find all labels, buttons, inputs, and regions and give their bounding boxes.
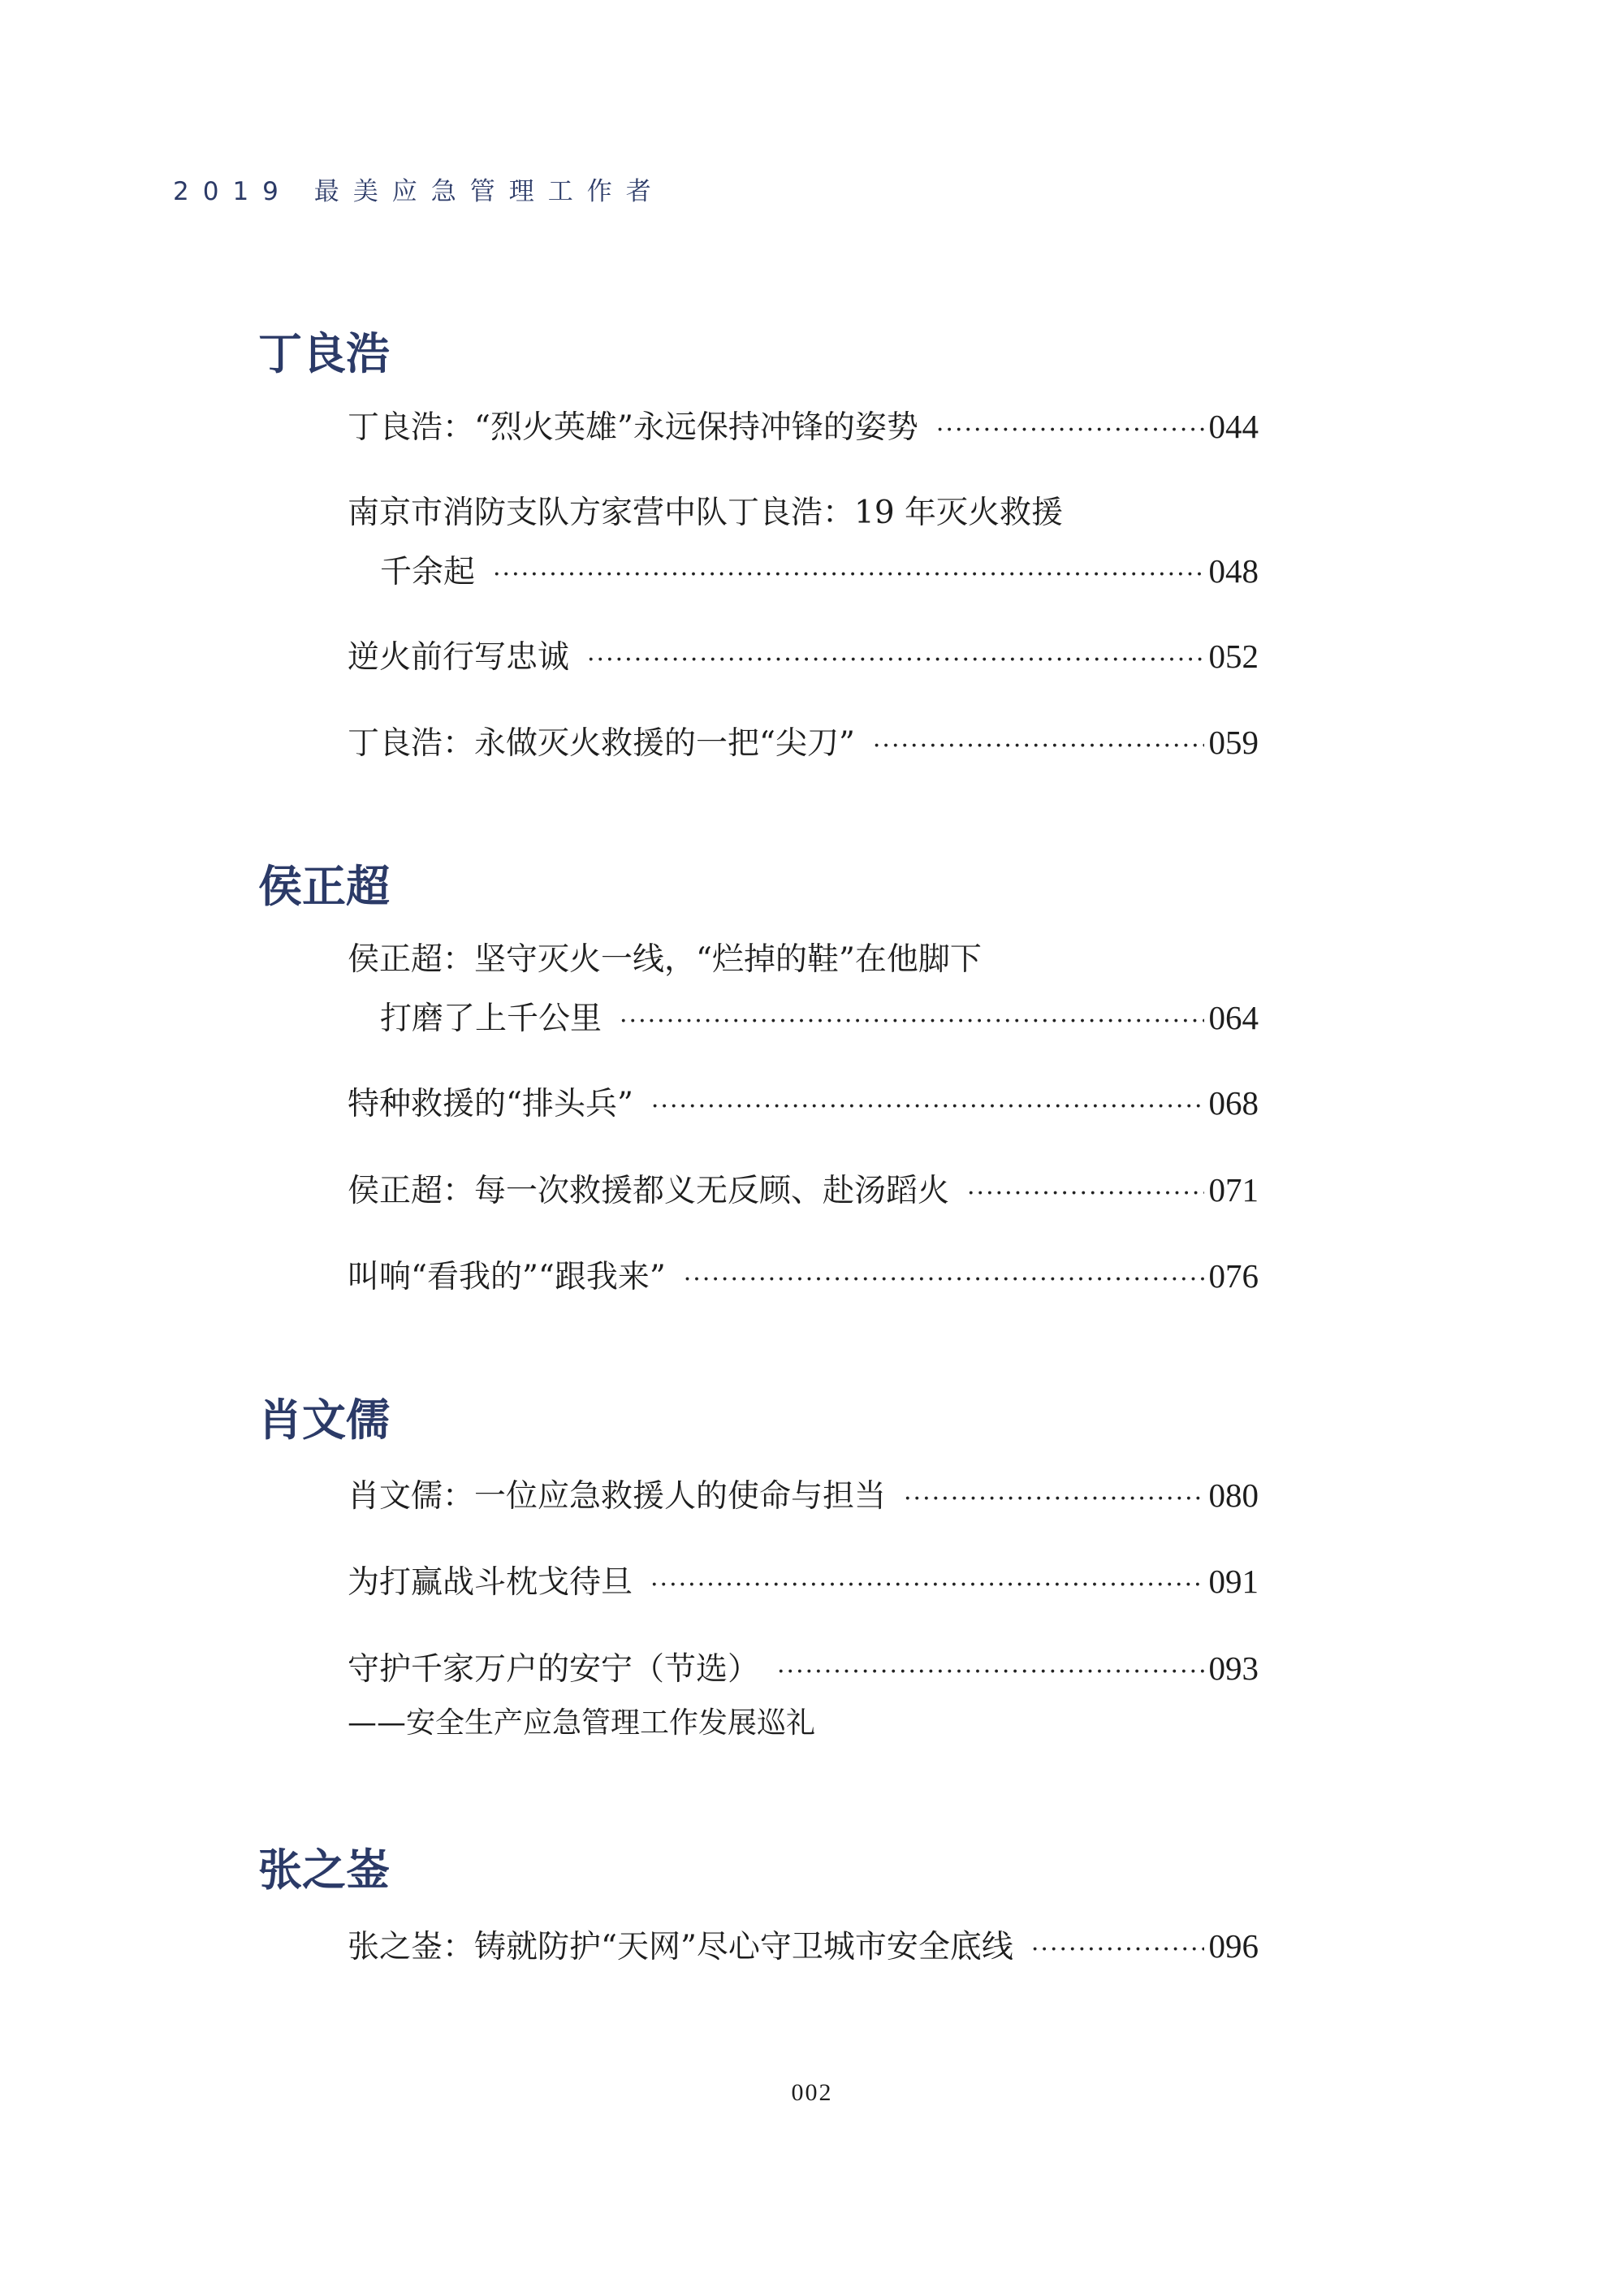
entry-title: 叫响“看我的”“跟我来”: [348, 1259, 666, 1295]
toc-entry[interactable]: [348, 1256, 1259, 1296]
entry-title: 守护千家万户的安宁（节选）: [348, 1651, 760, 1688]
page-folio: 002: [791, 2079, 833, 2106]
dot-leader: [493, 555, 1203, 595]
dot-leader: [777, 1652, 1203, 1693]
dot-leader: [684, 1260, 1204, 1300]
toc-entry[interactable]: [348, 636, 1259, 677]
section-title: 肖文儒: [258, 1394, 390, 1446]
entry-title: 为打赢战斗枕戈待旦: [348, 1564, 633, 1601]
page-number: 096: [1208, 1927, 1259, 1965]
dot-leader: [587, 640, 1203, 681]
entry-title-continued: 打磨了上千公里: [380, 1001, 603, 1037]
entry-title: 丁良浩：“烈火英雄”永远保持冲锋的姿势: [348, 409, 918, 446]
toc-entry[interactable]: [348, 1170, 1259, 1210]
entry-title: 丁良浩：永做灭火救援的一把“尖刀”: [348, 725, 855, 762]
entry-subtitle: ——安全生产应急管理工作发展巡礼: [348, 1706, 816, 1740]
toc-entry[interactable]: [348, 1561, 1259, 1602]
entry-title-continued: 千余起: [380, 554, 476, 590]
section-title: 张之崟: [258, 1844, 390, 1896]
entry-title: 南京市消防支队方家营中队丁良浩：19 年灭火救援: [348, 495, 1064, 531]
toc-entry[interactable]: [348, 1648, 1259, 1744]
page-number: 093: [1208, 1650, 1259, 1687]
dot-leader: [1031, 1930, 1204, 1970]
page-number: 048: [1208, 552, 1259, 590]
page-number: 080: [1208, 1477, 1259, 1514]
page-number: 052: [1208, 638, 1259, 675]
toc-entry[interactable]: [348, 940, 1259, 1038]
entry-title: 侯正超：坚守灭火一线，“烂掉的鞋”在他脚下: [348, 941, 982, 978]
dot-leader: [651, 1087, 1204, 1127]
toc-entry[interactable]: [348, 406, 1259, 447]
entry-title: 逆火前行写忠诚: [348, 639, 570, 676]
running-head: 2019 最美应急管理工作者: [173, 177, 665, 206]
toc-entry[interactable]: [348, 493, 1259, 591]
page-number: 068: [1208, 1084, 1259, 1122]
entry-title: 张之崟：铸就防护“天网”尽心守卫城市安全底线: [348, 1929, 1013, 1965]
entry-title: 肖文儒：一位应急救援人的使命与担当: [348, 1478, 887, 1515]
toc-entry[interactable]: [348, 1083, 1259, 1123]
dot-leader: [936, 410, 1204, 451]
page-number: 071: [1208, 1171, 1259, 1209]
dot-leader: [873, 726, 1204, 767]
dot-leader: [967, 1174, 1203, 1214]
entry-title: 特种救援的“排头兵”: [348, 1086, 633, 1122]
dot-leader: [620, 1001, 1203, 1042]
dot-leader: [650, 1565, 1203, 1606]
toc-entry[interactable]: [348, 722, 1259, 763]
page-number: 064: [1208, 999, 1259, 1036]
page-number: 059: [1208, 724, 1259, 761]
section-title: 丁良浩: [258, 328, 390, 379]
page-number: 091: [1208, 1563, 1259, 1600]
entry-title: 侯正超：每一次救援都义无反顾、赴汤蹈火: [348, 1173, 950, 1209]
section-title: 侯正超: [258, 861, 390, 912]
page-number: 044: [1208, 408, 1259, 445]
dot-leader: [904, 1479, 1203, 1520]
toc-entry[interactable]: [348, 1475, 1259, 1515]
toc-entry[interactable]: [348, 1926, 1259, 1966]
page-number: 076: [1208, 1257, 1259, 1295]
